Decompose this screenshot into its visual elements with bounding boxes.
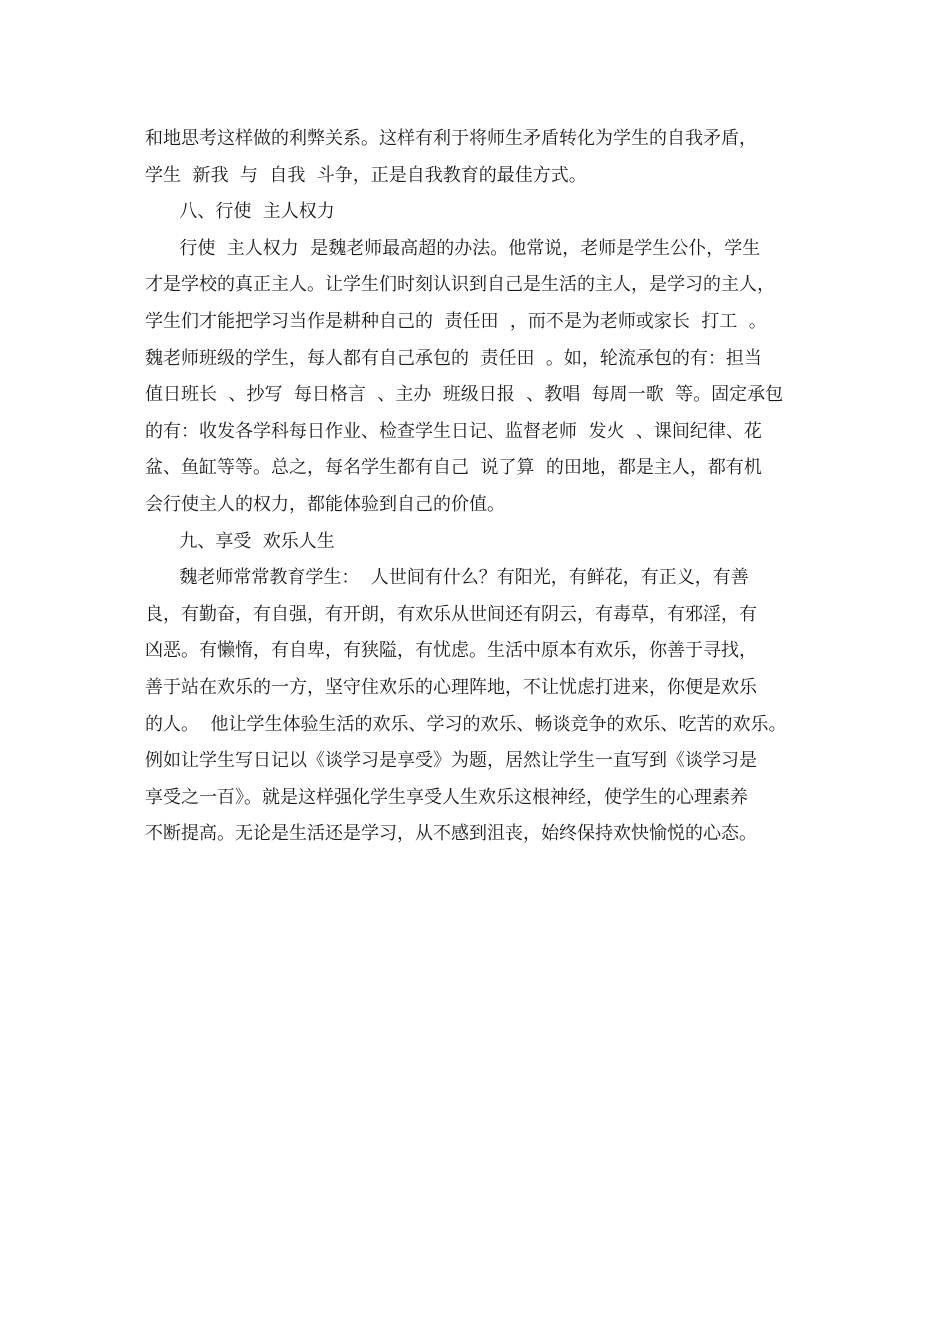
text-line: 会行使主人的权力，都能体验到自己的价值。: [145, 493, 505, 515]
text-line: 学生 新我 与 自我 斗争，正是自我教育的最佳方式。: [145, 164, 587, 186]
text-line: 例如让学生写日记以《谈学习是享受》为题，居然让学生一直写到《谈学习是: [145, 750, 757, 772]
text-line: 凶恶。有懒惰，有自卑，有狭隘，有忧虑。生活中原本有欢乐，你善于寻找，: [145, 640, 757, 662]
text-line: 魏老师班级的学生，每人都有自己承包的 责任田 。如，轮流承包的有：担当: [145, 347, 762, 369]
text-line: 盆、鱼缸等等。总之，每名学生都有自己 说了算 的田地，都是主人，都有机: [145, 457, 762, 479]
text-line: 魏老师常常教育学生： 人世间有什么？有阳光，有鲜花，有正义，有善: [145, 567, 749, 589]
section-heading: 八、行使 主人权力: [145, 201, 335, 223]
text-line: 学生们才能把学习当作是耕种自己的 责任田 ，而不是为老师或家长 打工 。: [145, 310, 767, 332]
text-line: 行使 主人权力 是魏老师最高超的办法。他常说，老师是学生公仆，学生: [145, 237, 761, 259]
section-heading: 九、享受 欢乐人生: [145, 530, 335, 552]
text-line: 值日班长 、抄写 每日格言 、主办 班级日报 、教唱 每周一歌 等。固定承包: [145, 384, 784, 406]
text-line: 不断提高。无论是生活还是学习，从不感到沮丧，始终保持欢快愉悦的心态。: [145, 823, 757, 845]
text-line: 的有：收发各学科每日作业、检查学生日记、监督老师 发火 、课间纪律、花: [145, 420, 762, 442]
text-line: 才是学校的真正主人。让学生们时刻认识到自己是生活的主人，是学习的主人，: [145, 274, 775, 296]
text-line: 享受之一百》。就是这样强化学生享受人生欢乐这根神经，使学生的心理素养: [145, 786, 748, 808]
body-text: [145, 121, 835, 853]
text-line: 和地思考这样做的利弊关系。这样有利于将师生矛盾转化为学生的自我矛盾，: [145, 128, 757, 149]
text-line: 良，有勤奋，有自强，有开朗，有欢乐从世间还有阴云，有毒草，有邪淫，有: [145, 603, 757, 625]
text-line: 的人。 他让学生体验生活的欢乐、学习的欢乐、畅谈竞争的欢乐、吃苦的欢乐。: [145, 713, 787, 735]
text-line: 善于站在欢乐的一方，坚守住欢乐的心理阵地，不让忧虑打进来，你便是欢乐: [145, 676, 757, 698]
